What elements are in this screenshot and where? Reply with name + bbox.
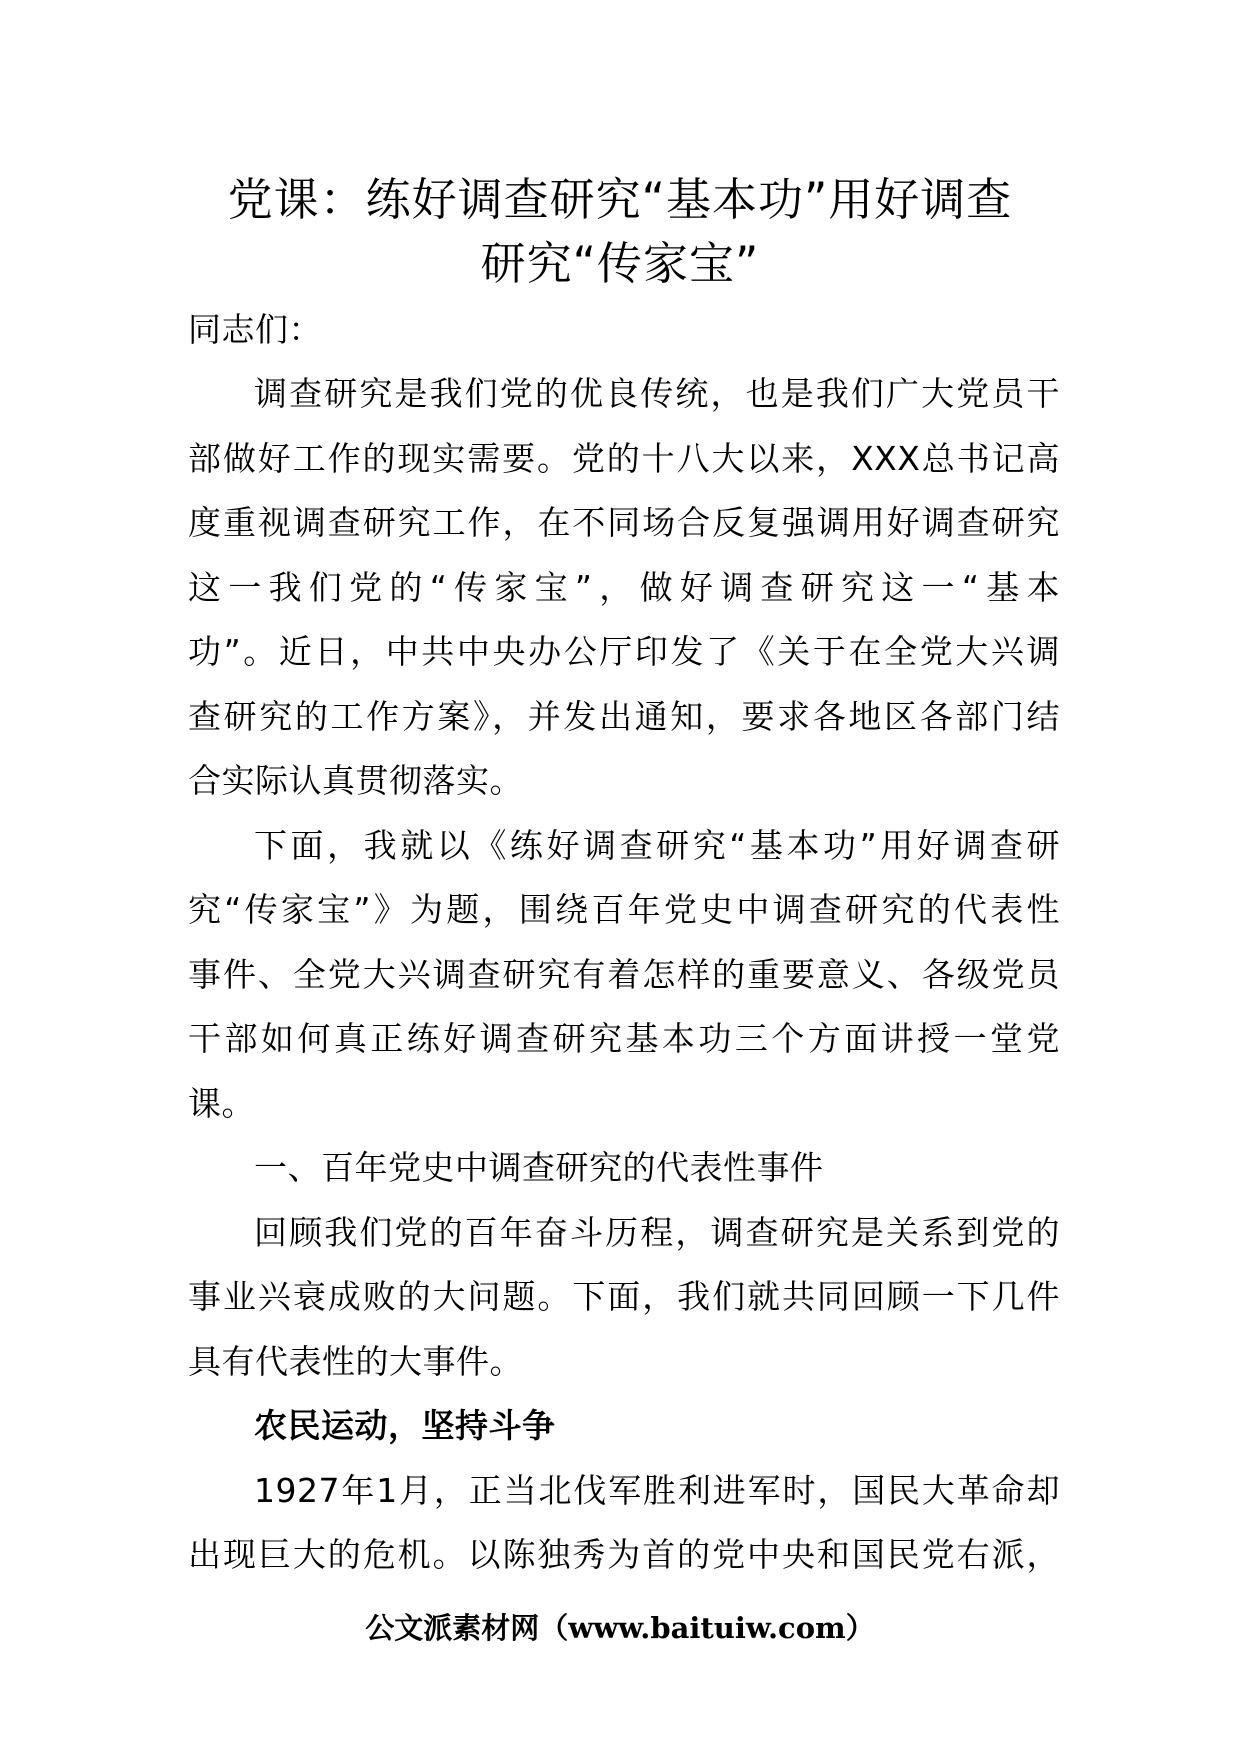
greeting: 同志们： — [188, 310, 322, 349]
document-title-line-1: 党课：练好调查研究“基本功”用好调查 — [227, 173, 1013, 226]
body-line: 功”。近日，中共中央办公厅印发了《关于在全党大兴调 — [188, 632, 1060, 671]
body-line: 事件、全党大兴调查研究有着怎样的重要意义、各级党员 — [188, 955, 1060, 994]
body-line: 事业兴衰成败的大问题。下面，我们就共同回顾一下几件 — [188, 1277, 1060, 1316]
body-line: 度重视调查研究工作，在不同场合反复强调用好调查研究 — [188, 503, 1060, 542]
footer-watermark: 公文派素材网（www.baituiw.com） — [365, 1611, 875, 1645]
body-line: 具有代表性的大事件。 — [188, 1342, 523, 1381]
section-heading: 一、百年党史中调查研究的代表性事件 — [254, 1148, 824, 1187]
document-title-line-2: 研究“传家宝” — [480, 237, 760, 290]
body-line: 合实际认真贯彻落实。 — [188, 761, 523, 800]
subsection-heading: 农民运动，坚持斗争 — [254, 1406, 556, 1445]
body-line: 课。 — [188, 1084, 255, 1123]
body-line: 究“传家宝”》为题，围绕百年党史中调查研究的代表性 — [188, 890, 1060, 929]
body-line: 下面，我就以《练好调查研究“基本功”用好调查研 — [254, 826, 1060, 865]
body-line: 调查研究是我们党的优良传统，也是我们广大党员干 — [254, 374, 1060, 413]
body-line: 出现巨大的危机。以陈独秀为首的党中央和国民党右派， — [188, 1535, 1060, 1574]
body-line: 这一我们党的“传家宝”，做好调查研究这一“基本 — [188, 568, 1060, 607]
body-line: 干部如何真正练好调查研究基本功三个方面讲授一堂党 — [188, 1019, 1060, 1058]
body-line: 部做好工作的现实需要。党的十八大以来，XXX总书记高 — [188, 439, 1060, 478]
body-line: 回顾我们党的百年奋斗历程，调查研究是关系到党的 — [254, 1213, 1060, 1252]
body-line: 查研究的工作方案》，并发出通知，要求各地区各部门结 — [188, 697, 1060, 736]
body-line: 1927年1月，正当北伐军胜利进军时，国民大革命却 — [254, 1471, 1060, 1510]
